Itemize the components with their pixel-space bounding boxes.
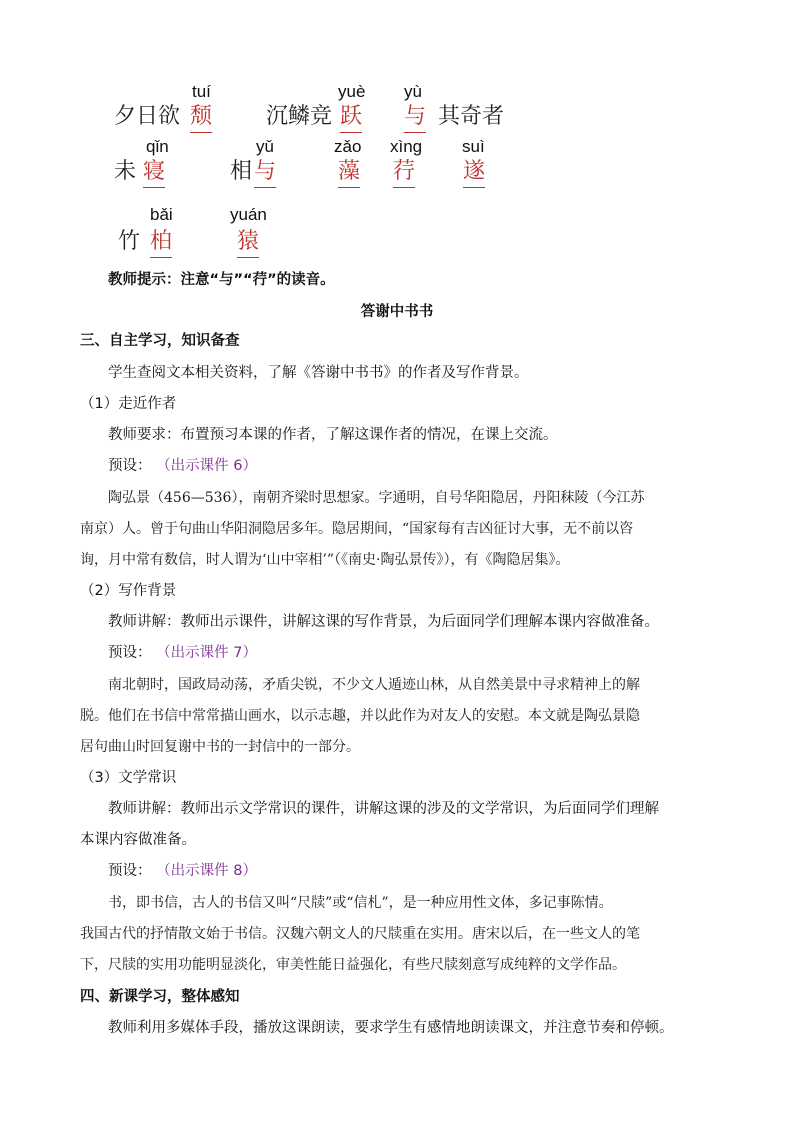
courseware-link[interactable]: （出示课件 8） — [156, 863, 257, 879]
quote-line: 陶弘景（456—536），南朝齐梁时思想家。字通明，自号华阳隐居，丹阳秣陵（今江苏 — [108, 490, 645, 506]
pinyin-label: tuí — [192, 82, 211, 101]
document-title: 答谢中书书 — [360, 304, 434, 320]
section-heading: 四、新课学习，整体感知 — [80, 989, 240, 1005]
pinyin-label: yuè — [338, 82, 366, 101]
preset-line — [108, 642, 257, 664]
pinyin-label: zǎo — [334, 137, 362, 156]
hanzi-text: 夕日欲 — [114, 104, 181, 129]
quote-line: 南京）人。曾于句曲山华阳洞隐居多年。隐居期间，“国家每有吉凶征讨大事，无不前以咨 — [80, 521, 634, 537]
hanzi-text: 沉鳞竞 — [266, 104, 333, 129]
paragraph: 教师利用多媒体手段，播放这课朗读，要求学生有感情地朗读课文，并注意节奏和停顿。 — [108, 1020, 674, 1036]
hanzi-annotated: 与 — [404, 103, 426, 133]
hanzi-annotated: 藻 — [338, 158, 360, 188]
quote-line: 下，尺牍的实用功能明显淡化，审美性能日益强化，有些尺牍刻意写成纯粹的文学作品。 — [80, 957, 626, 973]
subsection-heading: （3）文学常识 — [80, 770, 177, 786]
preset-label: 预设： — [108, 458, 152, 474]
hanzi-annotated: 与 — [254, 158, 276, 188]
pinyin-label: yǔ — [256, 137, 274, 156]
quote-line: 脱。他们在书信中常常描山画水，以示志趣，并以此作为对友人的安慰。本文就是陶弘景隐 — [80, 708, 640, 724]
subsection-heading: （1）走近作者 — [80, 396, 177, 412]
quote-line: 南北朝时，国政局动荡，矛盾尖锐，不少文人遁迹山林，从自然美景中寻求精神上的解 — [108, 677, 640, 693]
hanzi-text: 竹 — [118, 229, 141, 254]
quote-line: 书，即书信，古人的书信又叫“尺牍”或“信札”，是一种应用性文体，多记事陈情。 — [108, 895, 613, 911]
hanzi-annotated: 遂 — [463, 158, 485, 188]
hanzi-annotated: 跃 — [340, 103, 362, 133]
quote-line: 询，月中常有数信，时人谓为‘山中宰相’”（《南史·陶弘景传》），有《陶隐居集》。 — [80, 552, 570, 568]
hanzi-text: 相 — [230, 159, 253, 184]
preset-label: 预设： — [108, 645, 152, 661]
preset-label: 预设： — [108, 863, 152, 879]
paragraph: 学生查阅文本相关资料，了解《答谢中书书》的作者及写作背景。 — [108, 365, 529, 381]
pinyin-label: xìng — [390, 137, 423, 156]
hanzi-annotated: 颓 — [190, 103, 212, 133]
pinyin-label: bǎi — [150, 205, 173, 224]
quote-line: 居句曲山时回复谢中书的一封信中的一部分。 — [80, 739, 360, 755]
pinyin-label: yù — [404, 82, 422, 101]
pinyin-label: suì — [462, 137, 485, 156]
hanzi-text: 未 — [114, 159, 137, 184]
paragraph: 教师讲解：教师出示文学常识的课件，讲解这课的涉及的文学常识，为后面同学们理解 — [108, 801, 659, 817]
pinyin-label: yuán — [230, 205, 267, 224]
paragraph: 教师要求：布置预习本课的作者，了解这课作者的情况，在课上交流。 — [108, 427, 558, 443]
courseware-link[interactable]: （出示课件 7） — [156, 645, 257, 661]
courseware-link[interactable]: （出示课件 6） — [156, 458, 257, 474]
quote-line: 我国古代的抒情散文始于书信。汉魏六朝文人的尺牍重在实用。唐宋以后，在一些文人的笔 — [80, 926, 640, 942]
paragraph: 教师讲解：教师出示课件，讲解这课的写作背景，为后面同学们理解本课内容做准备。 — [108, 614, 659, 630]
teacher-tip: 教师提示：注意“与”“荇”的读音。 — [108, 272, 335, 288]
paragraph: 本课内容做准备。 — [80, 832, 196, 848]
preset-line — [108, 455, 257, 477]
hanzi-text: 其奇者 — [438, 104, 505, 129]
pinyin-label: qǐn — [146, 137, 169, 156]
subsection-heading: （2）写作背景 — [80, 583, 177, 599]
preset-line — [108, 860, 257, 882]
section-heading: 三、自主学习，知识备查 — [80, 333, 240, 349]
hanzi-annotated: 猿 — [237, 228, 259, 258]
hanzi-annotated: 寝 — [143, 158, 165, 188]
hanzi-annotated: 荇 — [393, 158, 415, 188]
hanzi-annotated: 柏 — [150, 228, 172, 258]
